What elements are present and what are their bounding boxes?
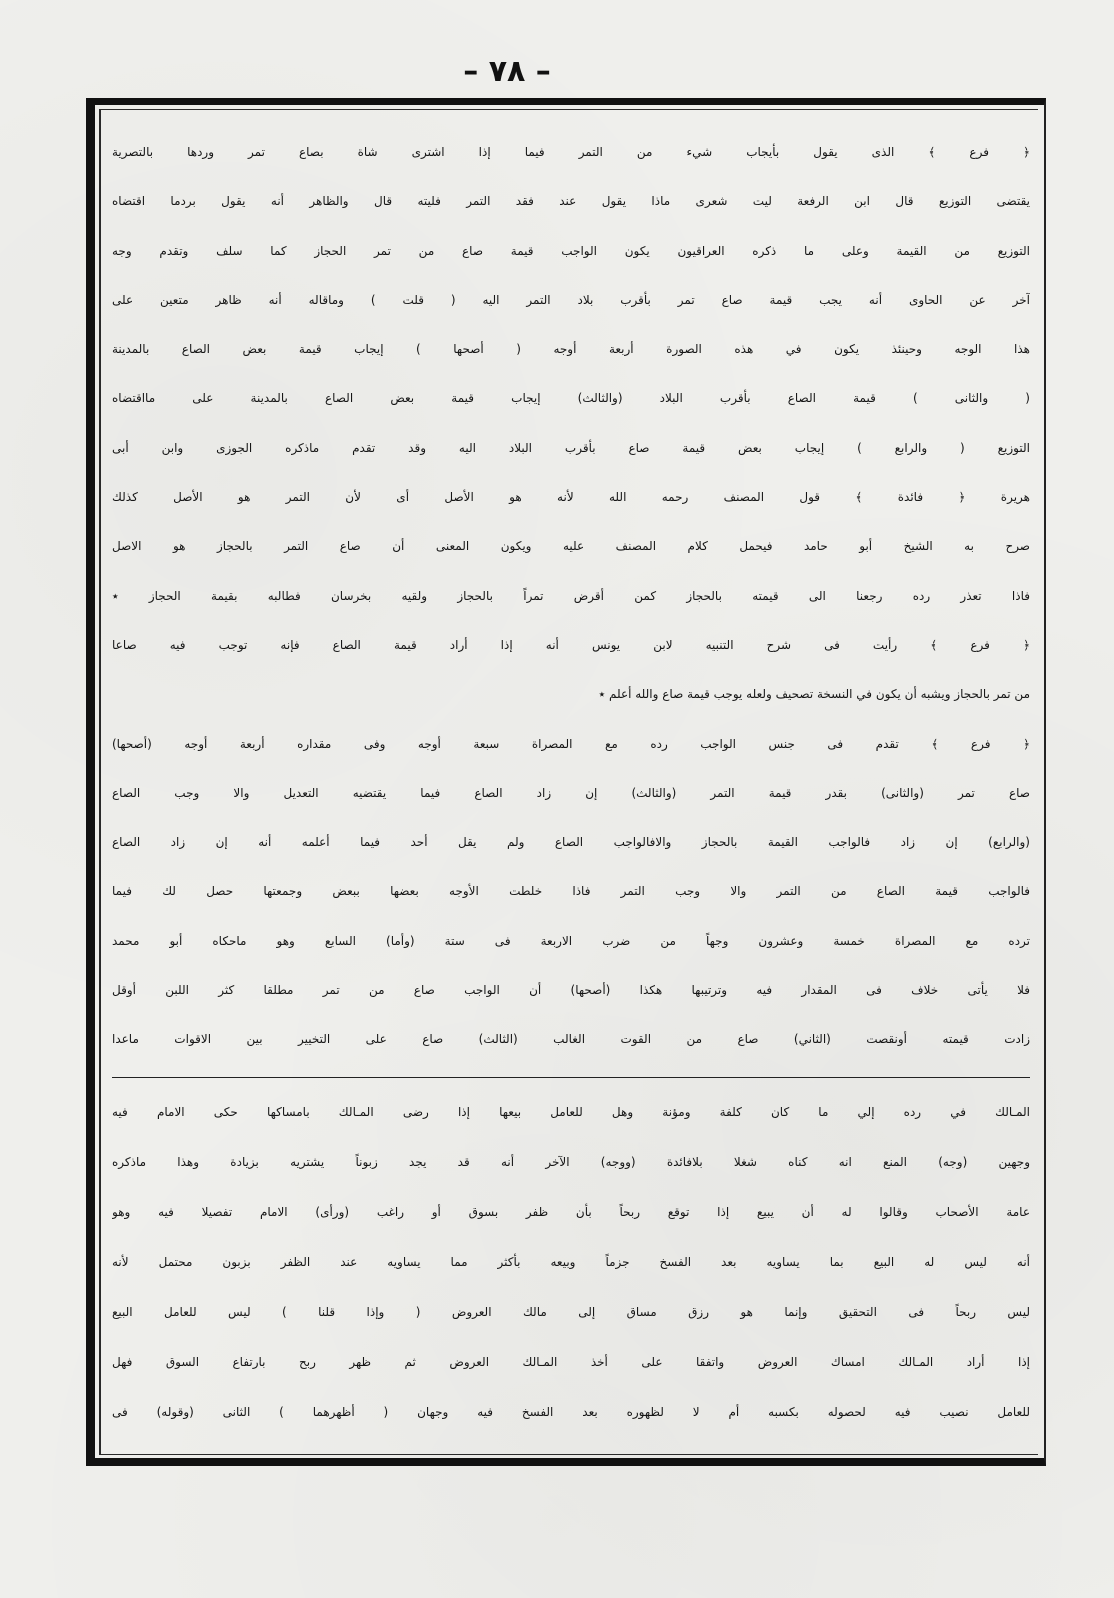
footnote-line: المـالك في رده إلي ما كان كلفة ومؤنة وهل للعامل بيعها إذا رضى المـالك بامساكها حكى الامام فيه (112, 1105, 1030, 1119)
text-line: زادت قيمته أونقصت (الثاني) صاع من القوت الغالب (الثالث) صاع على التخيير بين الاقوات ماعدا (112, 1032, 1030, 1047)
text-line: ( والثانى ) قيمة الصاع بأقرب البلاد (والثالث) إيجاب قيمة بعض الصاع بالمدينة على مااقتضاه (112, 391, 1030, 406)
text-line: التوزيع ( والرابع ) إيجاب بعض قيمة صاع بأقرب البلاد اليه وقد تقدم ماذكره الجوزى وابن أبى (112, 440, 1030, 455)
text-line: (والرابع) إن زاد فالواجب القيمة بالحجاز والافالواجب الصاع ولم يقل أحد فيما أعلمه أنه إن زاد الصاع (112, 835, 1030, 850)
footnote-line: للعامل نصيب فيه لحصوله بكسبه أم لا لظهوره بعد الفسخ فيه وجهان ( أظهرهما ) الثانى (وقوله) فى (112, 1405, 1030, 1419)
page-number: – ٧٨ – (463, 54, 551, 89)
text-line: ترده مع المصراة خمسة وعشرون وجهاً من ضرب الاربعة فى ستة (وأما) السابع وهو ماحكاه أبو محمد (112, 933, 1030, 948)
main-text (112, 128, 1030, 1065)
text-line: هريرة ﴿ فائدة ﴾ قول المصنف رحمه الله لأنه هو الأصل أى لأن التمر هو الأصل كذلك (112, 490, 1030, 505)
footnote-divider (112, 1077, 1030, 1078)
footnote-line: إذا أراد المـالك امساك العروض واتفقا على أخذ المـالك العروض ثم ظهر ربح بارتفاع السوق فهل (112, 1355, 1030, 1369)
text-line: من تمر بالحجاز ويشبه أن يكون في النسخة تصحيف ولعله يوجب قيمة صاع والله أعلم ٭ (598, 687, 1030, 702)
text-line: صاع تمر (والثانى) بقدر قيمة التمر (والثالث) إن زاد الصاع فيما يقتضيه التعديل والا وجب الصاع (112, 785, 1030, 800)
text-line: ﴿ فرع ﴾ رأيت فى شرح التنبيه لابن يونس أنه إذا أراد قيمة الصاع فإنه توجب فيه صاعا (112, 637, 1030, 652)
text-line: هذا الوجه وحينئذ يكون في هذه الصورة أربعة أوجه ( أصحها ) إيجاب قيمة بعض الصاع بالمدينة (112, 342, 1030, 357)
text-line: فاذا تعذر رده رجعنا الى قيمته بالحجاز كمن أقرض تمراً بالحجاز ولقيه بخرسان فطالبه بقيمة الحجاز ٭ (112, 588, 1030, 603)
text-line: صرح به الشيخ أبو حامد فيحمل كلام المصنف عليه ويكون المعنى أن صاع التمر بالحجاز هو الاصل (112, 539, 1030, 554)
text-line: ﴿ فرع ﴾ الذى يقول بأيجاب شيء من التمر فيما إذا اشترى شاة بصاع تمر وردها بالتصرية (112, 145, 1030, 159)
footnote-line: عامة الأصحاب وقالوا له أن يبيع إذا توقع ربحاً بأن ظفر بسوق أو راغب (ورأى) الامام تفصيلا فيه وهو (112, 1205, 1030, 1219)
footnote-line: وجهين (وجه) المنع انه كناه شغلا بلافائدة (ووجه) الآخر أنه قد يجد زبوناً يشتريه بزيادة وهذا ماذكره (112, 1155, 1030, 1169)
text-line: يقتضى التوزيع قال ابن الرفعة ليت شعرى ماذا يقول عند فقد التمر فليته قال والظاهر أنه يقول بردما اقتضاه (112, 194, 1030, 209)
text-line: فالواجب قيمة الصاع من التمر والا وجب التمر فاذا خلطت الأوجه بعضها ببعض وجمعتها حصل لك فيما (112, 884, 1030, 899)
text-line: ﴿ فرع ﴾ تقدم فى جنس الواجب رده مع المصراة سبعة أوجه وفى مقداره أربعة أوجه (أصحها) (112, 736, 1030, 751)
text-line: آخر عن الحاوى أنه يجب قيمة صاع تمر بأقرب بلاد التمر اليه ( قلت ) وماقاله أنه ظاهر متعين على (112, 292, 1030, 307)
footnote-line: ليس ربحاً فى التحقيق وإنما هو رزق مساق إلى مالك العروض ( وإذا قلنا ) ليس للعامل البيع (112, 1305, 1030, 1319)
footnote (112, 1087, 1030, 1437)
text-line: التوزيع من القيمة وعلى ما ذكره العراقيون يكون الواجب قيمة صاع من تمر الحجاز كما سلف وتقدم وجه (112, 243, 1030, 258)
footnote-line: أنه ليس له البيع بما يساويه بعد الفسخ جزماً وبيعه بأكثر مما يساويه عند الظفر بزبون محتمل لأنه (112, 1255, 1030, 1269)
text-line: فلا يأتى خلاف فى المقدار فيه وترتيبها هكذا (أصحها) أن الواجب صاع من تمر مطلقا كثر اللبن أوقل (112, 983, 1030, 998)
